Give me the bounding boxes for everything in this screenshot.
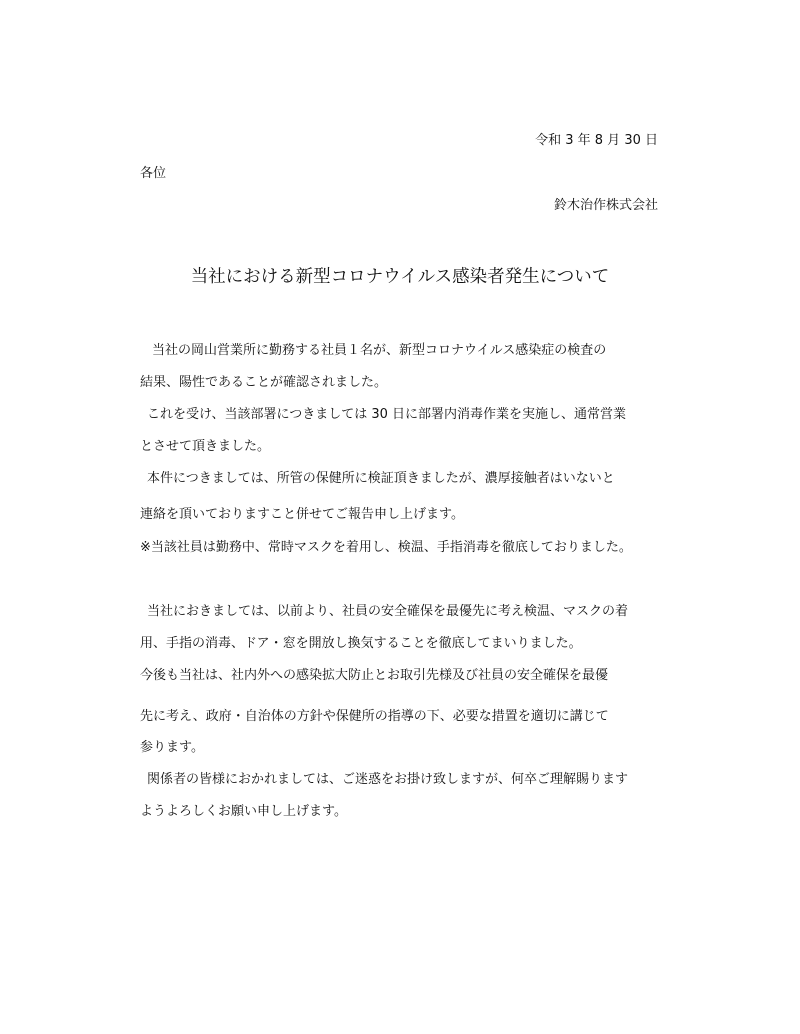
body-line: 今後も当社は、社内外への感染拡大防止とお取引先様及び社員の安全確保を最優 bbox=[140, 668, 609, 683]
body-line: 連絡を頂いておりますこと併せてご報告申し上げます。 bbox=[140, 507, 464, 522]
body-line: 当社におきましては、以前より、社員の安全確保を最優先に考え検温、マスクの着 bbox=[147, 604, 629, 619]
body-line: とさせて頂きました。 bbox=[140, 439, 271, 454]
body-line: 結果、陽性であることが確認されました。 bbox=[140, 375, 388, 390]
company-name: 鈴木治作株式会社 bbox=[553, 198, 658, 213]
body-line: 参ります。 bbox=[140, 740, 204, 755]
document-title: 当社における新型コロナウイルス感染者発生について bbox=[190, 267, 610, 287]
issue-date: 令和 3 年 8 月 30 日 bbox=[535, 133, 658, 148]
body-line: 当社の岡山営業所に勤務する社員１名が、新型コロナウイルス感染症の検査の bbox=[152, 343, 607, 358]
body-line: 本件につきましては、所管の保健所に検証頂きましたが、濃厚接触者はいないと bbox=[147, 471, 615, 486]
body-line: 用、手指の消毒、ドア・窓を開放し換気することを徹底してまいりました。 bbox=[140, 636, 582, 651]
body-line: これを受け、当該部署につきましては 30 日に部署内消毒作業を実施し、通常営業 bbox=[147, 407, 627, 422]
body-line: 関係者の皆様におかれましては、ご迷惑をお掛け致しますが、何卒ご理解賜ります bbox=[147, 772, 629, 787]
body-line: ようよろしくお願い申し上げます。 bbox=[140, 804, 347, 819]
addressee: 各位 bbox=[140, 166, 167, 181]
body-line: ※当該社員は勤務中、常時マスクを着用し、検温、手指消毒を徹底しておりました。 bbox=[140, 540, 632, 555]
body-line: 先に考え、政府・自治体の方針や保健所の指導の下、必要な措置を適切に講じて bbox=[140, 709, 609, 724]
